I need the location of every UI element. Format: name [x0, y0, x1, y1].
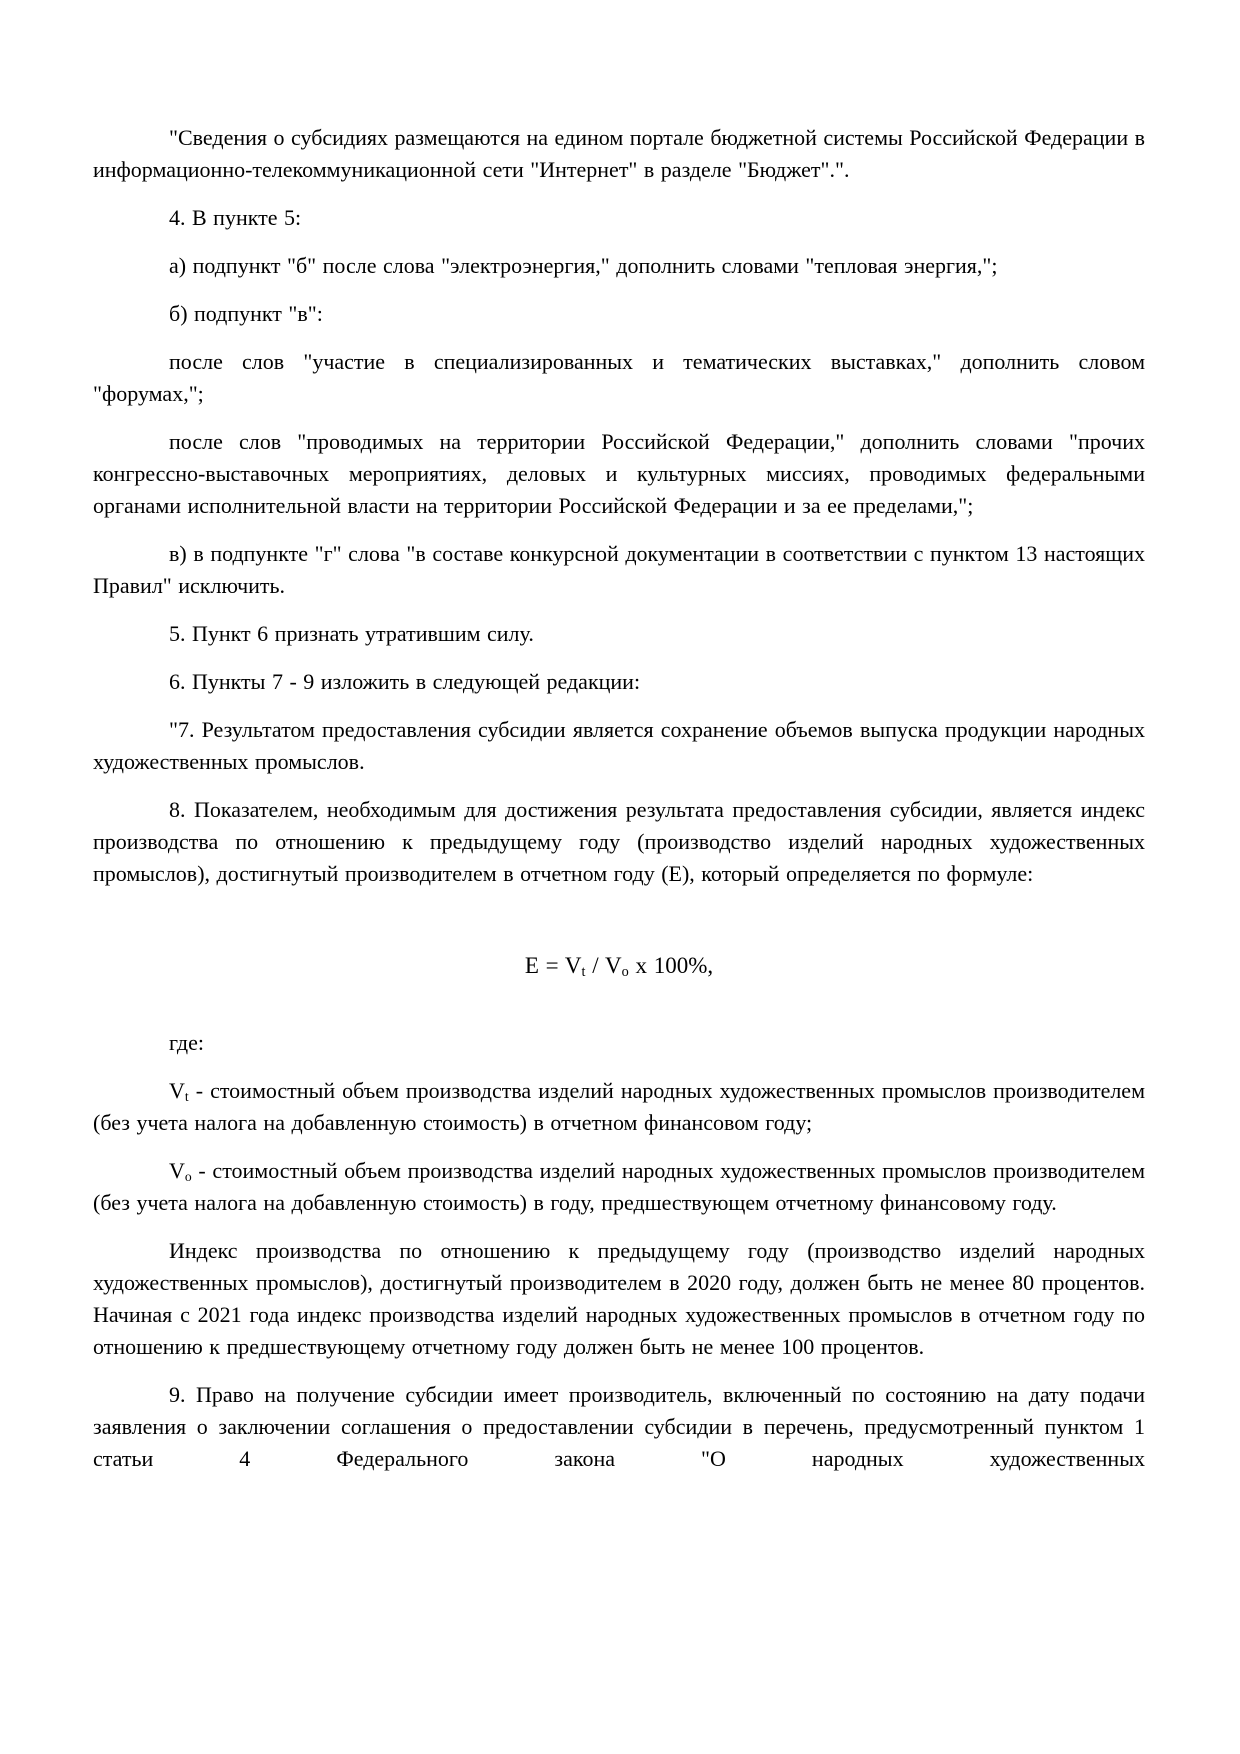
paragraph: где: — [169, 1030, 204, 1055]
formula — [93, 950, 1145, 982]
text-run: V — [169, 1078, 185, 1103]
text-run: - стоимостный объем производства изделий народных художественных промыслов производителем (без учета налога на добавленную стоимость) в отчетном финансовом году; — [93, 1078, 1145, 1135]
paragraph: Индекс производства по отношению к предыдущему году (производство изделий народных художественных промыслов), достигнутый производителем в 2020 году, должен быть не менее 80 процентов. Начиная с 2021 года индекс производства изделий народных художественных промыслов в отчетном году по отношению к предшествующему отчетному году должен быть не менее 100 процентов. — [93, 1238, 1145, 1359]
paragraph: в) в подпункте "г" слова "в составе конкурсной документации в соответствии с пунктом 13 настоящих Правил" исключить. — [93, 541, 1145, 598]
paragraph: 5. Пункт 6 признать утратившим силу. — [169, 621, 534, 646]
text-run: x 100%, — [628, 953, 714, 978]
subscript: t — [581, 964, 586, 981]
paragraph: 9. Право на получение субсидии имеет производитель, включенный по состоянию на дату подачи заявления о заключении соглашения о предоставлении субсидии в перечень, предусмотренный пунктом 1 статьи 4 Федерального закона "О народных художественных — [93, 1382, 1145, 1471]
paragraph — [93, 1075, 1145, 1139]
subscript: t — [184, 1089, 189, 1104]
subscript: o — [184, 1169, 192, 1184]
paragraph: "Сведения о субсидиях размещаются на едином портале бюджетной системы Российской Федерации в информационно-телекоммуникационной сети "Интернет" в разделе "Бюджет".". — [93, 125, 1145, 182]
paragraph: после слов "проводимых на территории Российской Федерации," дополнить словами "прочих конгрессно-выставочных мероприятиях, деловых и культурных миссиях, проводимых федеральными органами исполнительной власти на территории Российской Федерации и за ее пределами,"; — [93, 429, 1145, 518]
text-run: V — [169, 1158, 185, 1183]
paragraph: "7. Результатом предоставления субсидии является сохранение объемов выпуска продукции народных художественных промыслов. — [93, 717, 1145, 774]
paragraph: 4. В пункте 5: — [169, 205, 302, 230]
paragraph: а) подпункт "б" после слова "электроэнергия," дополнить словами "тепловая энергия,"; — [169, 253, 998, 278]
paragraph: 6. Пункты 7 - 9 изложить в следующей редакции: — [169, 669, 641, 694]
document-body — [93, 122, 1145, 1475]
subscript: o — [621, 964, 629, 981]
text-run: - стоимостный объем производства изделий народных художественных промыслов производителем (без учета налога на добавленную стоимость) в году, предшествующем отчетному финансовому году. — [93, 1158, 1145, 1215]
text-run: / V — [585, 953, 622, 978]
paragraph — [93, 1155, 1145, 1219]
paragraph: 8. Показателем, необходимым для достижения результата предоставления субсидии, является индекс производства по отношению к предыдущему году (производство изделий народных художественных промыслов), достигнутый производителем в отчетном году (Е), который определяется по формуле: — [93, 797, 1145, 886]
paragraph: после слов "участие в специализированных и тематических выставках," дополнить словом "форумах,"; — [93, 349, 1145, 406]
paragraph: б) подпункт "в": — [169, 301, 323, 326]
text-run: E = V — [524, 953, 582, 978]
